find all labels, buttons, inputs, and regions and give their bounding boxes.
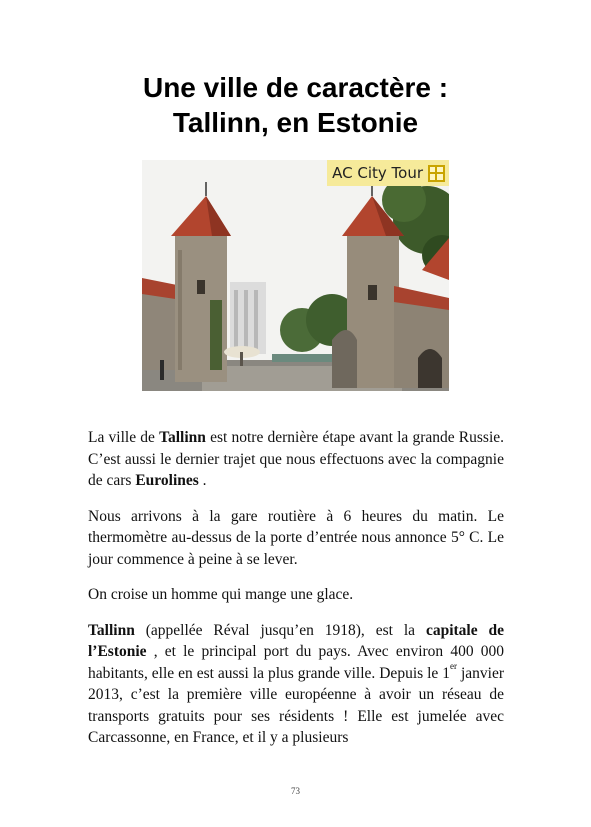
p1-text-c: est notre dernière étape avant la grande Russie. C’est aussi le dernier trajet que nous effectuons avec la compagnie de cars: [88, 429, 505, 489]
paragraph-3: On croise un homme qui mange une glace.: [88, 586, 354, 603]
body-text: [88, 427, 504, 763]
p1-bold-tallinn: Tallinn: [159, 429, 206, 446]
p1-text-a: La ville de: [88, 429, 160, 446]
p1-bold-eurolines: Eurolines: [135, 472, 199, 489]
page-number: 73: [291, 786, 300, 796]
paragraph-2: Nous arrivons à la gare routière à 6 heures du matin. Le thermomètre au-dessus de la porte d’entrée nous annonce 5° C. Le jour commence à peine à se lever.: [88, 507, 504, 568]
tallinn-gate-photo: [142, 160, 449, 391]
paragraph-1: [88, 427, 504, 492]
p4-bold-tallinn: Tallinn: [88, 621, 135, 639]
photo-watermark-badge: [327, 160, 449, 186]
grid-square-icon: [428, 165, 445, 182]
title-line-1: Une ville de caractère :: [142, 72, 449, 103]
paragraph-4: [88, 620, 504, 749]
p4-text-a: (appellée Réval jusqu’en 1918), est la: [134, 621, 426, 639]
p4-bold-capitale: capitale de l’Estonie: [88, 621, 504, 660]
p1-text-d: .: [198, 472, 207, 489]
p4-superscript: er: [450, 660, 457, 671]
badge-label: AC City Tour: [332, 164, 423, 182]
page-title: [0, 70, 591, 140]
p4-text-d: janvier 2013, c’est la première ville européenne à avoir un réseau de transports gratuits pour ses résidents ! Elle est jumelée avec Carcassonne, en France, et il y a plusieurs: [88, 664, 504, 746]
p4-text-c: , et le principal port du pays. Avec environ 400 000 habitants, elle en est aussi la plus grande ville. Depuis le 1: [88, 643, 504, 682]
viru-gate-illustration: [142, 160, 449, 391]
title-line-2: Tallinn, en Estonie: [172, 107, 419, 138]
